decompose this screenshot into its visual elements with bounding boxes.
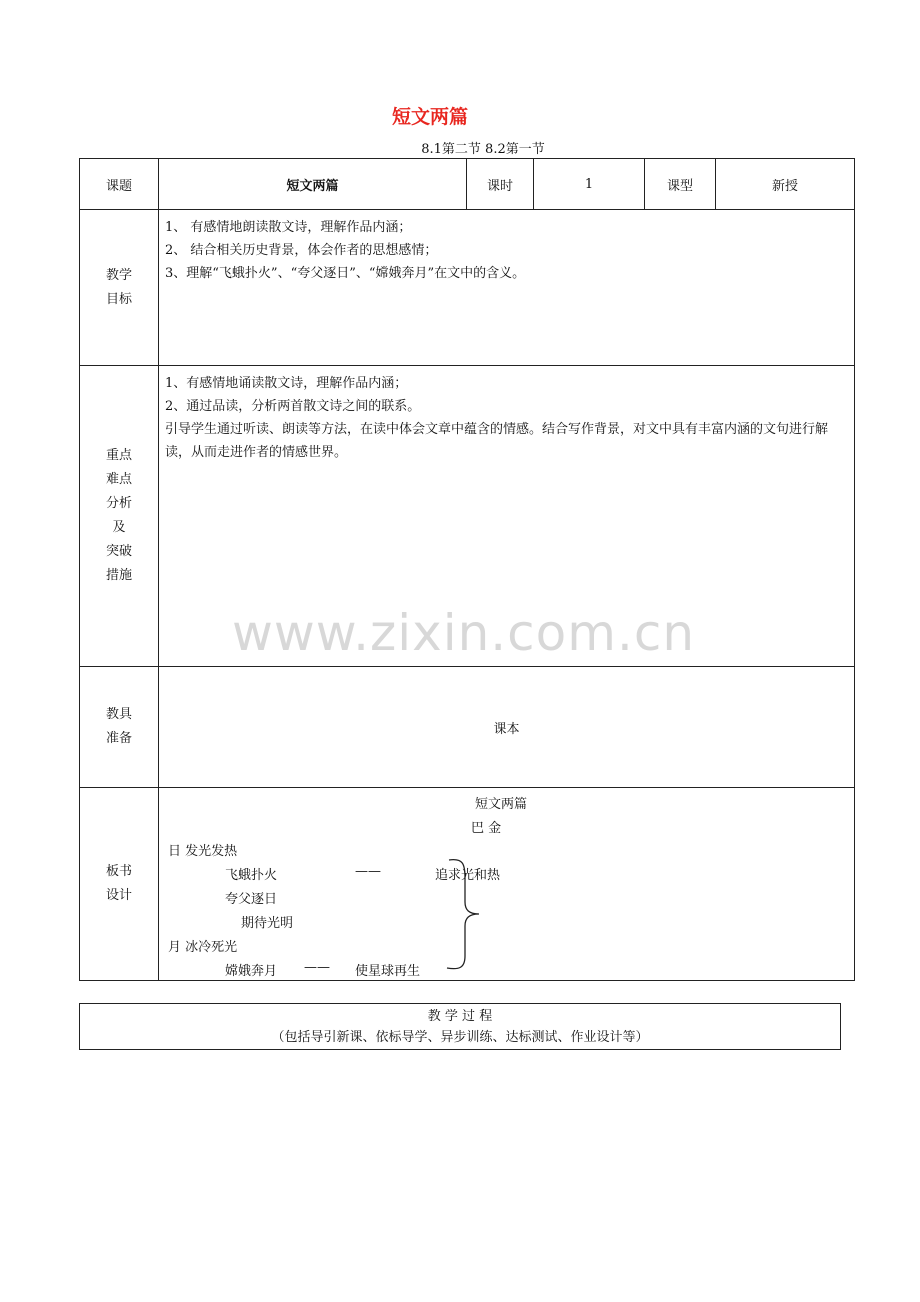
watermark-text: www.zixin.com.cn xyxy=(232,604,696,662)
board-kuafu-line: 夸父逐日 xyxy=(225,892,278,907)
goal-item: 3、理解“飞蛾扑火”、“夸父逐日”、“嫦娥奔月”在文中的含义。 xyxy=(165,266,526,281)
goal-item: 1、 有感情地朗读散文诗，理解作品内涵； xyxy=(165,220,412,235)
hours-label: 课时 xyxy=(467,159,534,210)
board-label xyxy=(80,788,159,981)
goals-label-line1: 教学 xyxy=(105,267,132,283)
lesson-plan-table xyxy=(79,158,855,981)
keypoints-label-line: 重点 xyxy=(105,448,132,463)
process-cell xyxy=(80,1004,841,1050)
process-title: 教 学 过 程 xyxy=(427,1009,493,1024)
hours-value: 1 xyxy=(534,159,645,210)
board-pursue-line: 追求光和热 xyxy=(435,868,501,883)
goal-item: 2、 结合相关历史背景，体会作者的思想感情； xyxy=(165,243,438,258)
header-row xyxy=(80,159,855,210)
course-label: 课题 xyxy=(80,159,159,210)
type-value: 新授 xyxy=(716,159,855,210)
board-label-line1: 板书 xyxy=(105,864,132,879)
tools-label-line1: 教具 xyxy=(105,707,132,722)
section-subtitle: 8.1第二节 8.2第一节 xyxy=(421,142,545,157)
curly-brace-icon xyxy=(445,856,495,974)
tools-row xyxy=(80,667,855,788)
board-title: 短文两篇 xyxy=(475,797,528,812)
teaching-process-table xyxy=(79,1003,841,1050)
goals-content xyxy=(159,210,855,366)
board-dash-2: —— xyxy=(304,960,330,975)
board-change-line: 嫦娥奔月 xyxy=(225,964,278,979)
keypoints-label-line: 分析 xyxy=(105,496,132,511)
board-design xyxy=(159,788,855,981)
keypoint-item: 引导学生通过听读、朗读等方法，在读中体会文章中蕴含的情感。结合写作背景，对文中具有丰富内涵的文句进行解读，从而走进作者的情感世界。 xyxy=(165,422,829,460)
board-dash-1: —— xyxy=(355,864,381,879)
keypoints-row xyxy=(80,366,855,667)
board-moon-line: 月 冰冷死光 xyxy=(168,940,238,955)
keypoints-label xyxy=(80,366,159,667)
tools-value: 课本 xyxy=(159,667,855,788)
goals-label-line2: 目标 xyxy=(105,291,132,307)
keypoint-item: 2、通过品读，分析两首散文诗之间的联系。 xyxy=(165,399,421,414)
keypoints-label-line: 措施 xyxy=(105,568,132,583)
board-moth-line: 飞蛾扑火 xyxy=(225,868,278,883)
keypoint-item: 1、有感情地诵读散文诗，理解作品内涵； xyxy=(165,376,408,391)
document-title: 短文两篇 xyxy=(391,106,468,128)
board-row xyxy=(80,788,855,981)
process-row xyxy=(80,1004,841,1050)
goals-row xyxy=(80,210,855,366)
board-label-line2: 设计 xyxy=(105,888,132,903)
goals-label xyxy=(80,210,159,366)
keypoints-label-line: 突破 xyxy=(105,544,132,559)
board-hope-line: 期待光明 xyxy=(241,916,294,931)
keypoints-label-line: 及 xyxy=(112,520,126,535)
board-revive-line: 使星球再生 xyxy=(355,964,421,979)
keypoints-label-line: 难点 xyxy=(105,472,132,487)
tools-label xyxy=(80,667,159,788)
keypoints-content xyxy=(159,366,855,667)
course-value: 短文两篇 xyxy=(159,159,467,210)
type-label: 课型 xyxy=(645,159,716,210)
process-note: （包括导引新课、依标导学、异步训练、达标测试、作业设计等） xyxy=(271,1030,649,1045)
board-author: 巴 金 xyxy=(471,821,502,836)
board-sun-line: 日 发光发热 xyxy=(168,844,238,859)
tools-label-line2: 准备 xyxy=(105,731,132,746)
